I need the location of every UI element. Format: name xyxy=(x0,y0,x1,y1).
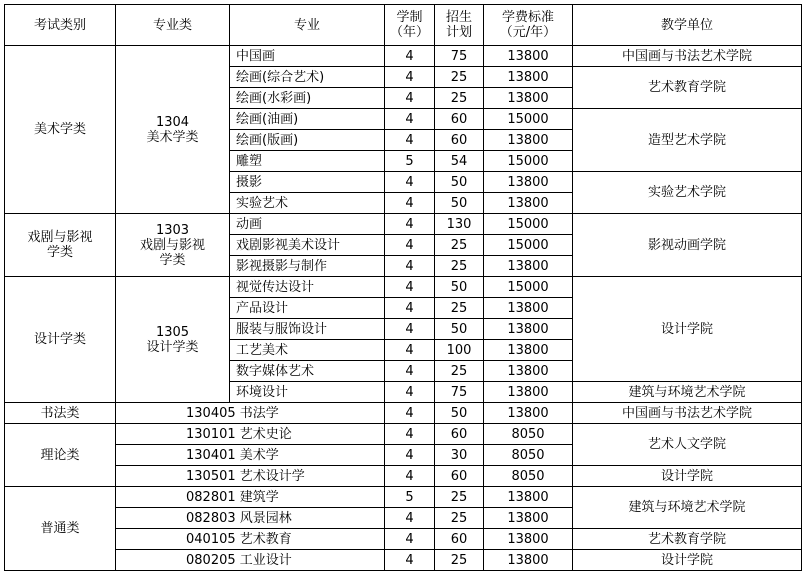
major-class-code: 1304 xyxy=(155,114,190,130)
exam-category-cell: 理论类 xyxy=(5,424,116,487)
table-row xyxy=(5,550,802,571)
fee-cell: 13800 xyxy=(484,529,573,550)
header-fee xyxy=(484,5,573,46)
enrollment-table xyxy=(4,4,802,571)
major-class-name-line2: 学类 xyxy=(159,252,186,268)
major-class-cell xyxy=(116,277,230,403)
fee-cell: 13800 xyxy=(484,487,573,508)
fee-cell: 13800 xyxy=(484,298,573,319)
unit-cell: 艺术教育学院 xyxy=(573,67,802,109)
years-cell: 4 xyxy=(385,361,435,382)
major-cell: 环境设计 xyxy=(230,382,385,403)
plan-cell: 60 xyxy=(435,529,484,550)
fee-cell: 13800 xyxy=(484,130,573,151)
major-class-code: 1305 xyxy=(155,324,190,340)
unit-cell: 艺术教育学院 xyxy=(573,529,802,550)
years-cell: 4 xyxy=(385,214,435,235)
years-cell: 4 xyxy=(385,508,435,529)
fee-cell: 13800 xyxy=(484,382,573,403)
table-row xyxy=(5,529,802,550)
major-cell: 影视摄影与制作 xyxy=(230,256,385,277)
years-cell: 4 xyxy=(385,319,435,340)
table-row xyxy=(5,46,802,67)
unit-cell: 中国画与书法艺术学院 xyxy=(573,403,802,424)
fee-cell: 13800 xyxy=(484,403,573,424)
fee-cell: 13800 xyxy=(484,172,573,193)
plan-cell: 50 xyxy=(435,172,484,193)
plan-cell: 60 xyxy=(435,130,484,151)
plan-cell: 25 xyxy=(435,88,484,109)
years-cell: 4 xyxy=(385,256,435,277)
plan-cell: 50 xyxy=(435,403,484,424)
unit-cell: 建筑与环境艺术学院 xyxy=(573,487,802,529)
major-cell: 摄影 xyxy=(230,172,385,193)
exam-category-cell: 美术学类 xyxy=(5,46,116,214)
table-row xyxy=(5,277,802,298)
plan-cell: 50 xyxy=(435,277,484,298)
years-cell: 4 xyxy=(385,340,435,361)
major-cell: 080205 工业设计 xyxy=(116,550,385,571)
exam-category-line1: 戏剧与影视 xyxy=(27,230,93,245)
years-cell: 4 xyxy=(385,382,435,403)
years-cell: 4 xyxy=(385,298,435,319)
major-cell: 中国画 xyxy=(230,46,385,67)
years-cell: 4 xyxy=(385,403,435,424)
header-major: 专业 xyxy=(230,5,385,46)
years-cell: 5 xyxy=(385,487,435,508)
fee-cell: 13800 xyxy=(484,508,573,529)
header-fee-line2: （元/年） xyxy=(499,25,557,40)
major-cell: 动画 xyxy=(230,214,385,235)
plan-cell: 25 xyxy=(435,550,484,571)
plan-cell: 75 xyxy=(435,382,484,403)
plan-cell: 25 xyxy=(435,235,484,256)
years-cell: 4 xyxy=(385,445,435,466)
header-plan xyxy=(435,5,484,46)
unit-cell: 影视动画学院 xyxy=(573,214,802,277)
major-cell: 戏剧影视美术设计 xyxy=(230,235,385,256)
plan-cell: 50 xyxy=(435,193,484,214)
years-cell: 4 xyxy=(385,424,435,445)
fee-cell: 13800 xyxy=(484,88,573,109)
fee-cell: 8050 xyxy=(484,424,573,445)
unit-cell: 艺术人文学院 xyxy=(573,424,802,466)
fee-cell: 13800 xyxy=(484,46,573,67)
unit-cell: 实验艺术学院 xyxy=(573,172,802,214)
plan-cell: 25 xyxy=(435,298,484,319)
major-class-cell xyxy=(116,46,230,214)
major-class-name: 设计学类 xyxy=(146,339,199,355)
plan-cell: 30 xyxy=(435,445,484,466)
exam-category-cell: 设计学类 xyxy=(5,277,116,403)
major-cell: 服装与服饰设计 xyxy=(230,319,385,340)
plan-cell: 130 xyxy=(435,214,484,235)
major-class-cell xyxy=(116,214,230,277)
table-row xyxy=(5,424,802,445)
plan-cell: 25 xyxy=(435,361,484,382)
unit-cell: 设计学院 xyxy=(573,277,802,382)
years-cell: 5 xyxy=(385,151,435,172)
plan-cell: 54 xyxy=(435,151,484,172)
fee-cell: 13800 xyxy=(484,550,573,571)
years-cell: 4 xyxy=(385,88,435,109)
years-cell: 4 xyxy=(385,235,435,256)
major-cell: 130405 书法学 xyxy=(116,403,385,424)
fee-cell: 8050 xyxy=(484,466,573,487)
major-cell: 工艺美术 xyxy=(230,340,385,361)
major-cell: 130501 艺术设计学 xyxy=(116,466,385,487)
header-duration-line2: （年） xyxy=(389,25,429,40)
major-cell: 130101 艺术史论 xyxy=(116,424,385,445)
plan-cell: 25 xyxy=(435,256,484,277)
table-row xyxy=(5,487,802,508)
header-exam-category: 考试类别 xyxy=(5,5,116,46)
exam-category-cell: 普通类 xyxy=(5,487,116,571)
major-cell: 数字媒体艺术 xyxy=(230,361,385,382)
major-cell: 绘画(油画) xyxy=(230,109,385,130)
header-duration-line1: 学制 xyxy=(396,10,423,25)
major-cell: 绘画(综合艺术) xyxy=(230,67,385,88)
years-cell: 4 xyxy=(385,550,435,571)
major-cell: 绘画(版画) xyxy=(230,130,385,151)
fee-cell: 15000 xyxy=(484,151,573,172)
plan-cell: 60 xyxy=(435,109,484,130)
exam-category-line2: 学类 xyxy=(46,245,73,260)
plan-cell: 25 xyxy=(435,67,484,88)
header-fee-line1: 学费标准 xyxy=(501,10,554,25)
fee-cell: 15000 xyxy=(484,109,573,130)
major-cell: 082803 风景园林 xyxy=(116,508,385,529)
major-class-name-line1: 戏剧与影视 xyxy=(139,237,205,253)
plan-cell: 60 xyxy=(435,466,484,487)
major-cell: 040105 艺术教育 xyxy=(116,529,385,550)
table-row xyxy=(5,466,802,487)
plan-cell: 100 xyxy=(435,340,484,361)
fee-cell: 15000 xyxy=(484,235,573,256)
major-cell: 绘画(水彩画) xyxy=(230,88,385,109)
years-cell: 4 xyxy=(385,529,435,550)
unit-cell: 建筑与环境艺术学院 xyxy=(573,382,802,403)
plan-cell: 25 xyxy=(435,487,484,508)
fee-cell: 13800 xyxy=(484,319,573,340)
fee-cell: 13800 xyxy=(484,361,573,382)
fee-cell: 15000 xyxy=(484,214,573,235)
header-duration xyxy=(385,5,435,46)
major-cell: 130401 美术学 xyxy=(116,445,385,466)
major-class-code: 1303 xyxy=(155,222,190,238)
header-plan-line2: 计划 xyxy=(445,25,472,40)
fee-cell: 13800 xyxy=(484,340,573,361)
years-cell: 4 xyxy=(385,67,435,88)
plan-cell: 50 xyxy=(435,319,484,340)
years-cell: 4 xyxy=(385,193,435,214)
unit-cell: 中国画与书法艺术学院 xyxy=(573,46,802,67)
plan-cell: 25 xyxy=(435,508,484,529)
major-cell: 视觉传达设计 xyxy=(230,277,385,298)
exam-category-cell: 书法类 xyxy=(5,403,116,424)
header-row xyxy=(5,5,802,46)
unit-cell: 设计学院 xyxy=(573,466,802,487)
years-cell: 4 xyxy=(385,46,435,67)
unit-cell: 设计学院 xyxy=(573,550,802,571)
exam-category-cell xyxy=(5,214,116,277)
plan-cell: 60 xyxy=(435,424,484,445)
years-cell: 4 xyxy=(385,172,435,193)
fee-cell: 13800 xyxy=(484,67,573,88)
header-unit: 教学单位 xyxy=(573,5,802,46)
major-cell: 产品设计 xyxy=(230,298,385,319)
header-major-class: 专业类 xyxy=(116,5,230,46)
fee-cell: 15000 xyxy=(484,277,573,298)
major-cell: 雕塑 xyxy=(230,151,385,172)
fee-cell: 8050 xyxy=(484,445,573,466)
major-cell: 实验艺术 xyxy=(230,193,385,214)
fee-cell: 13800 xyxy=(484,256,573,277)
plan-cell: 75 xyxy=(435,46,484,67)
unit-cell: 造型艺术学院 xyxy=(573,109,802,172)
major-cell: 082801 建筑学 xyxy=(116,487,385,508)
table-row xyxy=(5,403,802,424)
header-plan-line1: 招生 xyxy=(445,10,472,25)
fee-cell: 13800 xyxy=(484,193,573,214)
years-cell: 4 xyxy=(385,109,435,130)
years-cell: 4 xyxy=(385,130,435,151)
years-cell: 4 xyxy=(385,277,435,298)
years-cell: 4 xyxy=(385,466,435,487)
table-row xyxy=(5,214,802,235)
major-class-name: 美术学类 xyxy=(146,129,199,145)
